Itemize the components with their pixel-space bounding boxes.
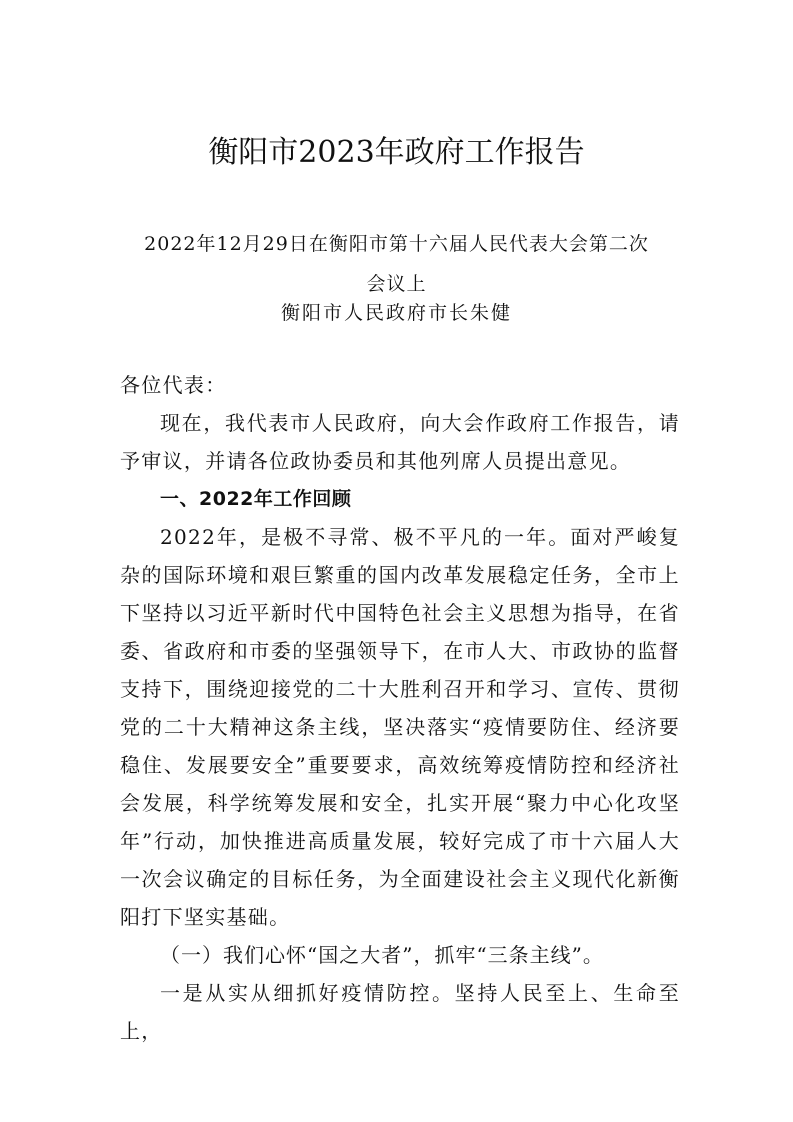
intro-paragraph: 现在，我代表市人民政府，向大会作政府工作报告，请予审议，并请各位政协委员和其他列席人员提出意见。 — [120, 411, 680, 473]
epidemic-paragraph: 一是从实从细抓好疫情防控。坚持人民至上、生命至上， — [120, 981, 680, 1043]
salutation: 各位代表： — [120, 373, 227, 397]
subtitle-line-2: 会议上 — [366, 273, 427, 295]
author-line: 衡阳市人民政府市长朱健 — [280, 302, 512, 324]
subtitle-line-1: 2022年12月29日在衡阳市第十六届人民代表大会第二次 — [144, 233, 649, 255]
section-heading: 一、2022年工作回顾 — [160, 488, 352, 510]
review-paragraph: 2022年，是极不寻常、极不平凡的一年。面对严峻复杂的国际环境和艰巨繁重的国内改革发展稳定任务，全市上下坚持以习近平新时代中国特色社会主义思想为指导，在省委、省政府和市委的坚强领导下，在市人大、市政协的监督支持下，围绕迎接党的二十大胜利召开和学习、宣传、贯彻党的二十大精神这条主线，坚决落实“疫情要防住、经济要稳住、发展要安全”重要要求，高效统筹疫情防控和经济社会发展，科学统筹发展和安全，扎实开展“聚力中心化攻坚年”行动，加快推进高质量发展，较好完成了市十六届人大一次会议确定的目标任务，为全面建设社会主义现代化新衡阳打下坚实基础。 — [120, 525, 680, 929]
document-body — [120, 366, 680, 1050]
subsection-heading: （一）我们心怀“国之大者”，抓牢“三条主线”。 — [160, 943, 604, 967]
document-title: 衡阳市2023年政府工作报告 — [208, 135, 585, 170]
